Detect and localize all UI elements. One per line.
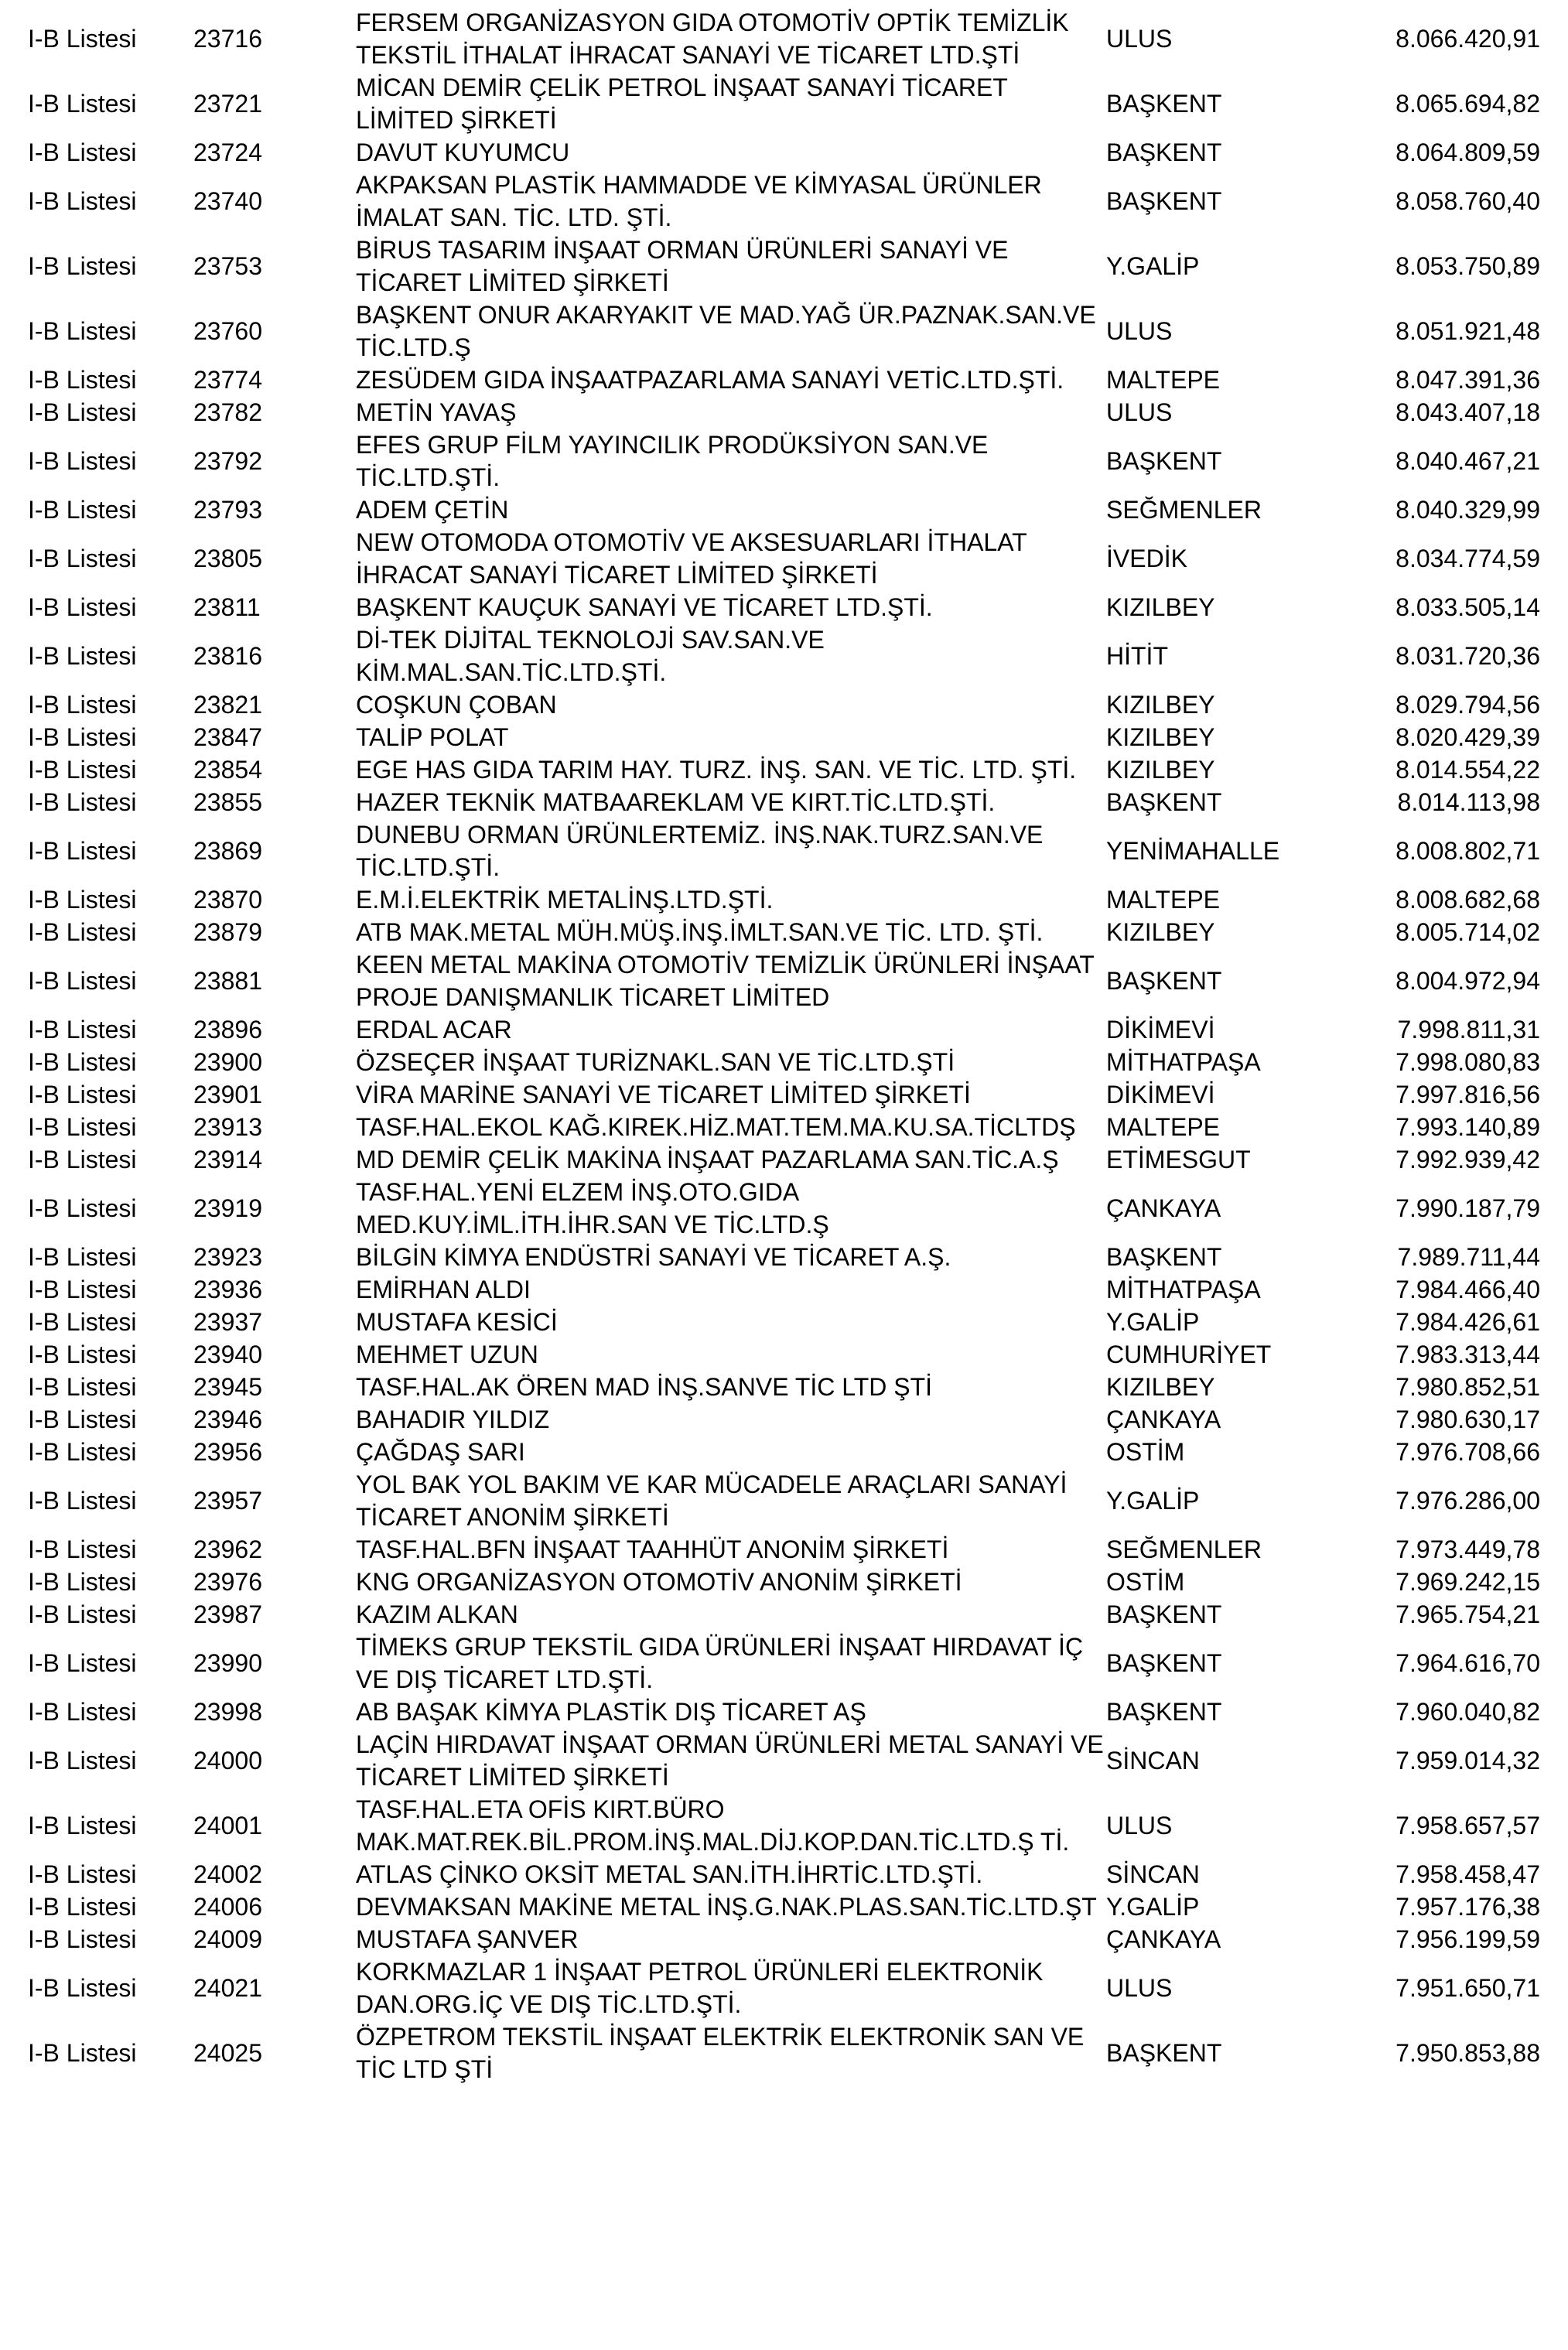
branch-cell: MALTEPE (1106, 1113, 1220, 1141)
table-row (0, 71, 1568, 136)
branch-cell: ETİMESGUT (1106, 1146, 1251, 1173)
list-type-cell: I-B Listesi (28, 967, 137, 995)
amount-cell: 7.976.286,00 (1395, 1487, 1540, 1515)
table-row (0, 1338, 1568, 1371)
branch-cell: KIZILBEY (1106, 691, 1215, 719)
table-row (0, 6, 1568, 71)
amount-cell: 8.031.720,36 (1395, 642, 1540, 670)
sequence-number-cell: 23987 (193, 1600, 262, 1628)
branch-cell: ULUS (1106, 25, 1173, 53)
amount-cell: 7.997.816,56 (1395, 1081, 1540, 1108)
sequence-number-cell: 23816 (193, 642, 262, 670)
name-cell: Dİ-TEK DİJİTAL TEKNOLOJİ SAV.SAN.VE KİM.MAL.SAN.TİC.LTD.ŞTİ. (356, 626, 825, 686)
sequence-number-cell: 24000 (193, 1747, 262, 1774)
amount-cell: 7.984.466,40 (1395, 1276, 1540, 1303)
amount-cell: 7.980.630,17 (1395, 1406, 1540, 1433)
branch-cell: SİNCAN (1106, 1747, 1200, 1774)
sequence-number-cell: 23998 (193, 1698, 262, 1726)
list-type-cell: I-B Listesi (28, 1535, 137, 1563)
sequence-number-cell: 23923 (193, 1243, 262, 1271)
sequence-number-cell: 23976 (193, 1568, 262, 1596)
table-row (0, 526, 1568, 591)
table-row (0, 688, 1568, 721)
list-type-cell: I-B Listesi (28, 2039, 137, 2067)
amount-cell: 7.984.426,61 (1395, 1308, 1540, 1336)
branch-cell: BAŞKENT (1106, 1600, 1222, 1628)
amount-cell: 7.976.708,66 (1395, 1438, 1540, 1466)
name-cell: MD DEMİR ÇELİK MAKİNA İNŞAAT PAZARLAMA SAN.TİC.A.Ş (356, 1146, 1059, 1173)
branch-cell: OSTİM (1106, 1568, 1185, 1596)
sequence-number-cell: 23740 (193, 187, 262, 215)
branch-cell: MALTEPE (1106, 886, 1220, 914)
name-cell: DUNEBU ORMAN ÜRÜNLERTEMİZ. İNŞ.NAK.TURZ.SAN.VE TİC.LTD.ŞTİ. (356, 821, 1044, 881)
sequence-number-cell: 23805 (193, 545, 262, 572)
table-row (0, 721, 1568, 753)
sequence-number-cell: 23854 (193, 756, 262, 784)
list-type-cell: I-B Listesi (28, 1487, 137, 1515)
amount-cell: 8.064.809,59 (1395, 138, 1540, 166)
name-cell: TASF.HAL.ETA OFİS KIRT.BÜRO MAK.MAT.REK.BİL.PROM.İNŞ.MAL.DİJ.KOP.DAN.TİC.LTD.Ş Tİ. (356, 1795, 1070, 1856)
amount-cell: 8.040.467,21 (1395, 447, 1540, 475)
sequence-number-cell: 23937 (193, 1308, 262, 1336)
list-type-cell: I-B Listesi (28, 1600, 137, 1628)
table-row (0, 299, 1568, 364)
sequence-number-cell: 23855 (193, 788, 262, 816)
branch-cell: KIZILBEY (1106, 723, 1215, 751)
branch-cell: Y.GALİP (1106, 1893, 1200, 1921)
table-row (0, 1306, 1568, 1338)
branch-cell: OSTİM (1106, 1438, 1185, 1466)
table-row (0, 234, 1568, 299)
list-type-cell: I-B Listesi (28, 1747, 137, 1774)
table-row (0, 1078, 1568, 1111)
sequence-number-cell: 24002 (193, 1860, 262, 1888)
table-row (0, 1176, 1568, 1241)
sequence-number-cell: 23724 (193, 138, 262, 166)
name-cell: AB BAŞAK KİMYA PLASTİK DIŞ TİCARET AŞ (356, 1698, 866, 1726)
sequence-number-cell: 23753 (193, 252, 262, 280)
name-cell: TASF.HAL.AK ÖREN MAD İNŞ.SANVE TİC LTD ŞTİ (356, 1373, 933, 1401)
list-type-cell: I-B Listesi (28, 1860, 137, 1888)
branch-cell: CUMHURİYET (1106, 1341, 1272, 1368)
name-cell: MUSTAFA KESİCİ (356, 1308, 558, 1336)
list-type-cell: I-B Listesi (28, 1146, 137, 1173)
table-row (0, 2020, 1568, 2085)
sequence-number-cell: 23881 (193, 967, 262, 995)
branch-cell: Y.GALİP (1106, 252, 1200, 280)
amount-cell: 7.969.242,15 (1395, 1568, 1540, 1596)
branch-cell: BAŞKENT (1106, 1649, 1222, 1677)
sequence-number-cell: 23956 (193, 1438, 262, 1466)
name-cell: BAHADIR YILDIZ (356, 1406, 550, 1433)
list-type-cell: I-B Listesi (28, 1048, 137, 1076)
list-type-cell: I-B Listesi (28, 1568, 137, 1596)
name-cell: ERDAL ACAR (356, 1016, 512, 1043)
sequence-number-cell: 23962 (193, 1535, 262, 1563)
sequence-number-cell: 23721 (193, 90, 262, 118)
table-row (0, 364, 1568, 396)
sequence-number-cell: 23936 (193, 1276, 262, 1303)
name-cell: YOL BAK YOL BAKIM VE KAR MÜCADELE ARAÇLARI SANAYİ TİCARET ANONİM ŞİRKETİ (356, 1470, 1068, 1531)
sequence-number-cell: 23847 (193, 723, 262, 751)
table-row (0, 883, 1568, 916)
sequence-number-cell: 23821 (193, 691, 262, 719)
table-body (0, 6, 1568, 2085)
table-row (0, 1111, 1568, 1143)
list-type-cell: I-B Listesi (28, 723, 137, 751)
table-row (0, 1403, 1568, 1436)
name-cell: ÖZSEÇER İNŞAAT TURİZNAKL.SAN VE TİC.LTD.ŞTİ (356, 1048, 955, 1076)
branch-cell: BAŞKENT (1106, 187, 1222, 215)
name-cell: NEW OTOMODA OTOMOTİV VE AKSESUARLARI İTHALAT İHRACAT SANAYİ TİCARET LİMİTED ŞİRKETİ (356, 528, 1027, 589)
table-row (0, 1858, 1568, 1891)
list-type-cell: I-B Listesi (28, 1308, 137, 1336)
list-type-cell: I-B Listesi (28, 366, 137, 394)
amount-cell: 8.065.694,82 (1395, 90, 1540, 118)
sequence-number-cell: 23913 (193, 1113, 262, 1141)
list-type-cell: I-B Listesi (28, 187, 137, 215)
list-type-cell: I-B Listesi (28, 837, 137, 865)
table-row (0, 494, 1568, 526)
table-row (0, 1533, 1568, 1566)
name-cell: TALİP POLAT (356, 723, 509, 751)
name-cell: LAÇİN HIRDAVAT İNŞAAT ORMAN ÜRÜNLERİ METAL SANAYİ VE TİCARET LİMİTED ŞİRKETİ (356, 1730, 1104, 1791)
table-row (0, 136, 1568, 169)
amount-cell: 8.047.391,36 (1395, 366, 1540, 394)
branch-cell: BAŞKENT (1106, 967, 1222, 995)
name-cell: BAŞKENT KAUÇUK SANAYİ VE TİCARET LTD.ŞTİ. (356, 593, 933, 621)
branch-cell: ÇANKAYA (1106, 1194, 1221, 1222)
list-type-cell: I-B Listesi (28, 317, 137, 345)
name-cell: FERSEM ORGANİZASYON GIDA OTOMOTİV OPTİK TEMİZLİK TEKSTİL İTHALAT İHRACAT SANAYİ VE TİCARET LTD.ŞTİ (356, 9, 1069, 69)
amount-cell: 7.958.458,47 (1395, 1860, 1540, 1888)
name-cell: MUSTAFA ŞANVER (356, 1925, 579, 1953)
branch-cell: HİTİT (1106, 642, 1168, 670)
amount-cell: 7.990.187,79 (1395, 1194, 1540, 1222)
table-row (0, 429, 1568, 494)
list-type-cell: I-B Listesi (28, 1194, 137, 1222)
amount-cell: 8.040.329,99 (1395, 496, 1540, 524)
table-row (0, 1273, 1568, 1306)
amount-cell: 7.965.754,21 (1395, 1600, 1540, 1628)
name-cell: BAŞKENT ONUR AKARYAKIT VE MAD.YAĞ ÜR.PAZNAK.SAN.VE TİC.LTD.Ş (356, 301, 1096, 361)
table-row (0, 1728, 1568, 1793)
table-row (0, 1436, 1568, 1468)
sequence-number-cell: 23782 (193, 398, 262, 426)
sequence-number-cell: 23945 (193, 1373, 262, 1401)
creditor-table (0, 6, 1568, 2085)
name-cell: KORKMAZLAR 1 İNŞAAT PETROL ÜRÜNLERİ ELEKTRONİK DAN.ORG.İÇ VE DIŞ TİC.LTD.ŞTİ. (356, 1958, 1044, 2018)
name-cell: VİRA MARİNE SANAYİ VE TİCARET LİMİTED ŞİRKETİ (356, 1081, 971, 1108)
name-cell: ATLAS ÇİNKO OKSİT METAL SAN.İTH.İHRTİC.LTD.ŞTİ. (356, 1860, 983, 1888)
list-type-cell: I-B Listesi (28, 1925, 137, 1953)
sequence-number-cell: 24009 (193, 1925, 262, 1953)
sequence-number-cell: 24021 (193, 1974, 262, 2002)
name-cell: DAVUT KUYUMCU (356, 138, 570, 166)
name-cell: HAZER TEKNİK MATBAAREKLAM VE KIRT.TİC.LTD.ŞTİ. (356, 788, 996, 816)
amount-cell: 8.058.760,40 (1395, 187, 1540, 215)
list-type-cell: I-B Listesi (28, 593, 137, 621)
table-row (0, 169, 1568, 234)
amount-cell: 8.014.554,22 (1395, 756, 1540, 784)
amount-cell: 7.998.811,31 (1397, 1016, 1540, 1043)
branch-cell: ULUS (1106, 1974, 1173, 2002)
table-row (0, 1143, 1568, 1176)
branch-cell: BAŞKENT (1106, 447, 1222, 475)
list-type-cell: I-B Listesi (28, 1373, 137, 1401)
branch-cell: KIZILBEY (1106, 756, 1215, 784)
amount-cell: 8.004.972,94 (1395, 967, 1540, 995)
amount-cell: 7.957.176,38 (1395, 1893, 1540, 1921)
name-cell: ÖZPETROM TEKSTİL İNŞAAT ELEKTRİK ELEKTRONİK SAN VE TİC LTD ŞTİ (356, 2023, 1085, 2083)
list-type-cell: I-B Listesi (28, 1438, 137, 1466)
sequence-number-cell: 23901 (193, 1081, 262, 1108)
branch-cell: ULUS (1106, 1812, 1173, 1839)
sequence-number-cell: 23716 (193, 25, 262, 53)
name-cell: ADEM ÇETİN (356, 496, 509, 524)
sequence-number-cell: 24025 (193, 2039, 262, 2067)
amount-cell: 8.005.714,02 (1395, 918, 1540, 946)
branch-cell: ÇANKAYA (1106, 1406, 1221, 1433)
sequence-number-cell: 23919 (193, 1194, 262, 1222)
name-cell: ÇAĞDAŞ SARI (356, 1438, 525, 1466)
branch-cell: MİTHATPAŞA (1106, 1048, 1261, 1076)
amount-cell: 7.983.313,44 (1395, 1341, 1540, 1368)
name-cell: BİLGİN KİMYA ENDÜSTRİ SANAYİ VE TİCARET A.Ş. (356, 1243, 951, 1271)
amount-cell: 8.051.921,48 (1395, 317, 1540, 345)
sequence-number-cell: 24006 (193, 1893, 262, 1921)
amount-cell: 7.989.711,44 (1397, 1243, 1540, 1271)
name-cell: EMİRHAN ALDI (356, 1276, 531, 1303)
sequence-number-cell: 23869 (193, 837, 262, 865)
list-type-cell: I-B Listesi (28, 447, 137, 475)
list-type-cell: I-B Listesi (28, 1649, 137, 1677)
amount-cell: 7.959.014,32 (1395, 1747, 1540, 1774)
table-row (0, 1955, 1568, 2020)
list-type-cell: I-B Listesi (28, 691, 137, 719)
list-type-cell: I-B Listesi (28, 398, 137, 426)
branch-cell: ÇANKAYA (1106, 1925, 1221, 1953)
amount-cell: 7.951.650,71 (1395, 1974, 1540, 2002)
name-cell: TASF.HAL.BFN İNŞAAT TAAHHÜT ANONİM ŞİRKETİ (356, 1535, 949, 1563)
sequence-number-cell: 23940 (193, 1341, 262, 1368)
list-type-cell: I-B Listesi (28, 918, 137, 946)
sequence-number-cell: 23914 (193, 1146, 262, 1173)
table-row (0, 1371, 1568, 1403)
sequence-number-cell: 23896 (193, 1016, 262, 1043)
amount-cell: 7.950.853,88 (1395, 2039, 1540, 2067)
amount-cell: 8.053.750,89 (1395, 252, 1540, 280)
amount-cell: 7.998.080,83 (1395, 1048, 1540, 1076)
branch-cell: DİKİMEVİ (1106, 1016, 1215, 1043)
amount-cell: 8.043.407,18 (1395, 398, 1540, 426)
name-cell: ATB MAK.METAL MÜH.MÜŞ.İNŞ.İMLT.SAN.VE TİC. LTD. ŞTİ. (356, 918, 1044, 946)
list-type-cell: I-B Listesi (28, 25, 137, 53)
table-row (0, 786, 1568, 818)
list-type-cell: I-B Listesi (28, 1698, 137, 1726)
list-type-cell: I-B Listesi (28, 252, 137, 280)
table-row (0, 591, 1568, 623)
branch-cell: SEĞMENLER (1106, 1535, 1262, 1563)
list-type-cell: I-B Listesi (28, 1406, 137, 1433)
sequence-number-cell: 23792 (193, 447, 262, 475)
amount-cell: 7.980.852,51 (1395, 1373, 1540, 1401)
sequence-number-cell: 23879 (193, 918, 262, 946)
list-type-cell: I-B Listesi (28, 642, 137, 670)
list-type-cell: I-B Listesi (28, 756, 137, 784)
list-type-cell: I-B Listesi (28, 1893, 137, 1921)
amount-cell: 7.973.449,78 (1395, 1535, 1540, 1563)
branch-cell: BAŞKENT (1106, 2039, 1222, 2067)
branch-cell: KIZILBEY (1106, 918, 1215, 946)
amount-cell: 7.992.939,42 (1395, 1146, 1540, 1173)
sequence-number-cell: 23990 (193, 1649, 262, 1677)
list-type-cell: I-B Listesi (28, 545, 137, 572)
branch-cell: BAŞKENT (1106, 90, 1222, 118)
amount-cell: 7.956.199,59 (1395, 1925, 1540, 1953)
sequence-number-cell: 24001 (193, 1812, 262, 1839)
name-cell: KNG ORGANİZASYON OTOMOTİV ANONİM ŞİRKETİ (356, 1568, 962, 1596)
name-cell: TASF.HAL.YENİ ELZEM İNŞ.OTO.GIDA MED.KUY.İML.İTH.İHR.SAN VE TİC.LTD.Ş (356, 1178, 829, 1238)
amount-cell: 8.066.420,91 (1395, 25, 1540, 53)
list-type-cell: I-B Listesi (28, 1243, 137, 1271)
amount-cell: 8.029.794,56 (1395, 691, 1540, 719)
list-type-cell: I-B Listesi (28, 1276, 137, 1303)
branch-cell: SİNCAN (1106, 1860, 1200, 1888)
list-type-cell: I-B Listesi (28, 1812, 137, 1839)
amount-cell: 7.958.657,57 (1395, 1812, 1540, 1839)
branch-cell: Y.GALİP (1106, 1487, 1200, 1515)
branch-cell: ULUS (1106, 398, 1173, 426)
branch-cell: MALTEPE (1106, 366, 1220, 394)
table-row (0, 1013, 1568, 1046)
table-row (0, 1598, 1568, 1631)
sequence-number-cell: 23774 (193, 366, 262, 394)
table-row (0, 1793, 1568, 1858)
table-row (0, 1468, 1568, 1533)
sequence-number-cell: 23900 (193, 1048, 262, 1076)
branch-cell: KIZILBEY (1106, 593, 1215, 621)
branch-cell: MİTHATPAŞA (1106, 1276, 1261, 1303)
table-row (0, 1046, 1568, 1078)
sequence-number-cell: 23793 (193, 496, 262, 524)
table-row (0, 1891, 1568, 1923)
sequence-number-cell: 23946 (193, 1406, 262, 1433)
name-cell: COŞKUN ÇOBAN (356, 691, 557, 719)
list-type-cell: I-B Listesi (28, 1016, 137, 1043)
branch-cell: BAŞKENT (1106, 788, 1222, 816)
name-cell: E.M.İ.ELEKTRİK METALİNŞ.LTD.ŞTİ. (356, 886, 774, 914)
amount-cell: 8.008.682,68 (1395, 886, 1540, 914)
list-type-cell: I-B Listesi (28, 1113, 137, 1141)
table-row (0, 818, 1568, 883)
branch-cell: YENİMAHALLE (1106, 837, 1280, 865)
name-cell: MİCAN DEMİR ÇELİK PETROL İNŞAAT SANAYİ TİCARET LİMİTED ŞİRKETİ (356, 73, 1008, 134)
name-cell: EFES GRUP FİLM YAYINCILIK PRODÜKSİYON SAN.VE TİC.LTD.ŞTİ. (356, 431, 989, 491)
table-row (0, 396, 1568, 429)
name-cell: EGE HAS GIDA TARIM HAY. TURZ. İNŞ. SAN. VE TİC. LTD. ŞTİ. (356, 756, 1077, 784)
name-cell: KAZIM ALKAN (356, 1600, 518, 1628)
branch-cell: ULUS (1106, 317, 1173, 345)
branch-cell: DİKİMEVİ (1106, 1081, 1215, 1108)
list-type-cell: I-B Listesi (28, 1974, 137, 2002)
amount-cell: 8.033.505,14 (1395, 593, 1540, 621)
table-row (0, 753, 1568, 786)
amount-cell: 8.020.429,39 (1395, 723, 1540, 751)
table-row (0, 1696, 1568, 1728)
name-cell: AKPAKSAN PLASTİK HAMMADDE VE KİMYASAL ÜRÜNLER İMALAT SAN. TİC. LTD. ŞTİ. (356, 171, 1042, 231)
name-cell: KEEN METAL MAKİNA OTOMOTİV TEMİZLİK ÜRÜNLERİ İNŞAAT PROJE DANIŞMANLIK TİCARET LİMİTED (356, 951, 1095, 1011)
name-cell: ZESÜDEM GIDA İNŞAATPAZARLAMA SANAYİ VETİC.LTD.ŞTİ. (356, 366, 1064, 394)
table-row (0, 948, 1568, 1013)
sequence-number-cell: 23760 (193, 317, 262, 345)
list-type-cell: I-B Listesi (28, 496, 137, 524)
list-type-cell: I-B Listesi (28, 1081, 137, 1108)
sequence-number-cell: 23811 (193, 593, 261, 621)
name-cell: TİMEKS GRUP TEKSTİL GIDA ÜRÜNLERİ İNŞAAT HIRDAVAT İÇ VE DIŞ TİCARET LTD.ŞTİ. (356, 1633, 1084, 1693)
amount-cell: 8.008.802,71 (1395, 837, 1540, 865)
sequence-number-cell: 23870 (193, 886, 262, 914)
branch-cell: SEĞMENLER (1106, 496, 1262, 524)
branch-cell: BAŞKENT (1106, 138, 1222, 166)
list-type-cell: I-B Listesi (28, 886, 137, 914)
list-type-cell: I-B Listesi (28, 138, 137, 166)
list-type-cell: I-B Listesi (28, 90, 137, 118)
name-cell: METİN YAVAŞ (356, 398, 517, 426)
table-row (0, 916, 1568, 948)
branch-cell: Y.GALİP (1106, 1308, 1200, 1336)
list-type-cell: I-B Listesi (28, 788, 137, 816)
table-row (0, 1566, 1568, 1598)
amount-cell: 7.960.040,82 (1395, 1698, 1540, 1726)
branch-cell: İVEDİK (1106, 545, 1187, 572)
table-row (0, 1923, 1568, 1955)
amount-cell: 8.034.774,59 (1395, 545, 1540, 572)
name-cell: TASF.HAL.EKOL KAĞ.KIREK.HİZ.MAT.TEM.MA.KU.SA.TİCLTDŞ (356, 1113, 1076, 1141)
table-row (0, 1631, 1568, 1696)
table-row (0, 623, 1568, 688)
amount-cell: 7.993.140,89 (1395, 1113, 1540, 1141)
branch-cell: KIZILBEY (1106, 1373, 1215, 1401)
branch-cell: BAŞKENT (1106, 1698, 1222, 1726)
name-cell: MEHMET UZUN (356, 1341, 538, 1368)
amount-cell: 7.964.616,70 (1395, 1649, 1540, 1677)
list-type-cell: I-B Listesi (28, 1341, 137, 1368)
table-row (0, 1241, 1568, 1273)
name-cell: DEVMAKSAN MAKİNE METAL İNŞ.G.NAK.PLAS.SAN.TİC.LTD.ŞT (356, 1893, 1097, 1921)
branch-cell: BAŞKENT (1106, 1243, 1222, 1271)
name-cell: BİRUS TASARIM İNŞAAT ORMAN ÜRÜNLERİ SANAYİ VE TİCARET LİMİTED ŞİRKETİ (356, 236, 1009, 296)
amount-cell: 8.014.113,98 (1397, 788, 1540, 816)
sequence-number-cell: 23957 (193, 1487, 262, 1515)
